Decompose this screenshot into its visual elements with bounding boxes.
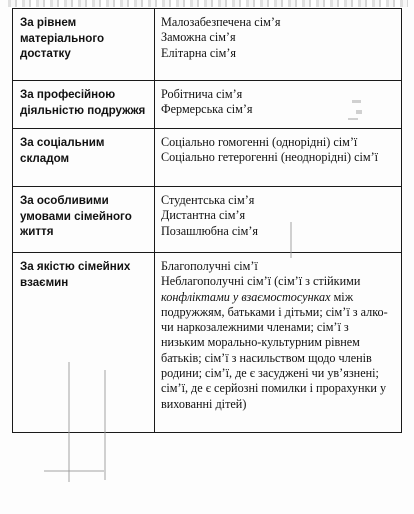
scan-speck: [290, 222, 292, 258]
dysfunctional-family-description: [161, 274, 395, 412]
criterion-text: За професійною діяльністю подружжя: [20, 88, 146, 117]
types-cell: [155, 129, 402, 187]
scan-speck: [348, 118, 358, 120]
emphasized-text: конфліктами у взаємостосунках: [161, 289, 331, 304]
scan-speck: [104, 370, 106, 480]
type-item: Заможна сім’я: [161, 30, 236, 45]
types-cell: [155, 253, 402, 433]
type-item: Позашлюбна сім’я: [161, 223, 259, 238]
criterion-text: За рівнем матеріального достатку: [20, 16, 105, 61]
description-text: між подружжям, батьками і дітьми; сім’ї з алко- чи наркозалежними членами; сім’ї з низьким морально-культурним рівнем батьків; сім’ї з насильством щодо членів родини; сім’ї, де є засуджені чи ув’язнені; сім’ї, де є серйозні помилки і прорахунки у вихованні дітей): [161, 289, 388, 411]
table-row: [13, 81, 402, 129]
scan-noise-top: [8, 0, 408, 7]
criterion-text: За особливими умовами сімейного життя: [20, 194, 132, 239]
scan-speck: [356, 110, 362, 114]
type-item: Дистантна сім’я: [161, 208, 246, 223]
criterion-cell: [13, 81, 155, 129]
family-classification-table: [12, 8, 402, 433]
criterion-cell: [13, 9, 155, 81]
type-item: Благополучні сім’ї: [161, 259, 258, 273]
table-row: [13, 253, 402, 433]
scan-speck: [352, 100, 361, 103]
criterion-text: За соціальним складом: [20, 136, 105, 165]
type-item: Фермерська сім’я: [161, 102, 253, 117]
table-row: [13, 9, 402, 81]
type-item: Робітнича сім’я: [161, 87, 243, 101]
criterion-cell: [13, 253, 155, 433]
type-item: Соціально гомогенні (однорідні) сім’ї: [161, 135, 358, 149]
type-item: Соціально гетерогенні (неоднорідні) сім’ї: [161, 150, 379, 165]
criterion-cell: [13, 129, 155, 187]
scan-speck: [68, 362, 70, 482]
type-item: Малозабезпечена сім’я: [161, 15, 281, 29]
type-item: Студентська сім’я: [161, 193, 255, 207]
types-cell: [155, 9, 402, 81]
type-item: Елітарна сім’я: [161, 45, 237, 60]
criterion-cell: [13, 187, 155, 253]
scan-speck: [44, 470, 104, 472]
description-text: Неблагополучні сім’ї (сім’ї з стійкими: [161, 274, 361, 289]
scan-noise-bottom: [118, 498, 132, 506]
table-row: [13, 187, 402, 253]
table-row: [13, 129, 402, 187]
criterion-text: За якістю сімейних взаємин: [20, 260, 131, 289]
types-cell: [155, 187, 402, 253]
types-cell: [155, 81, 402, 129]
